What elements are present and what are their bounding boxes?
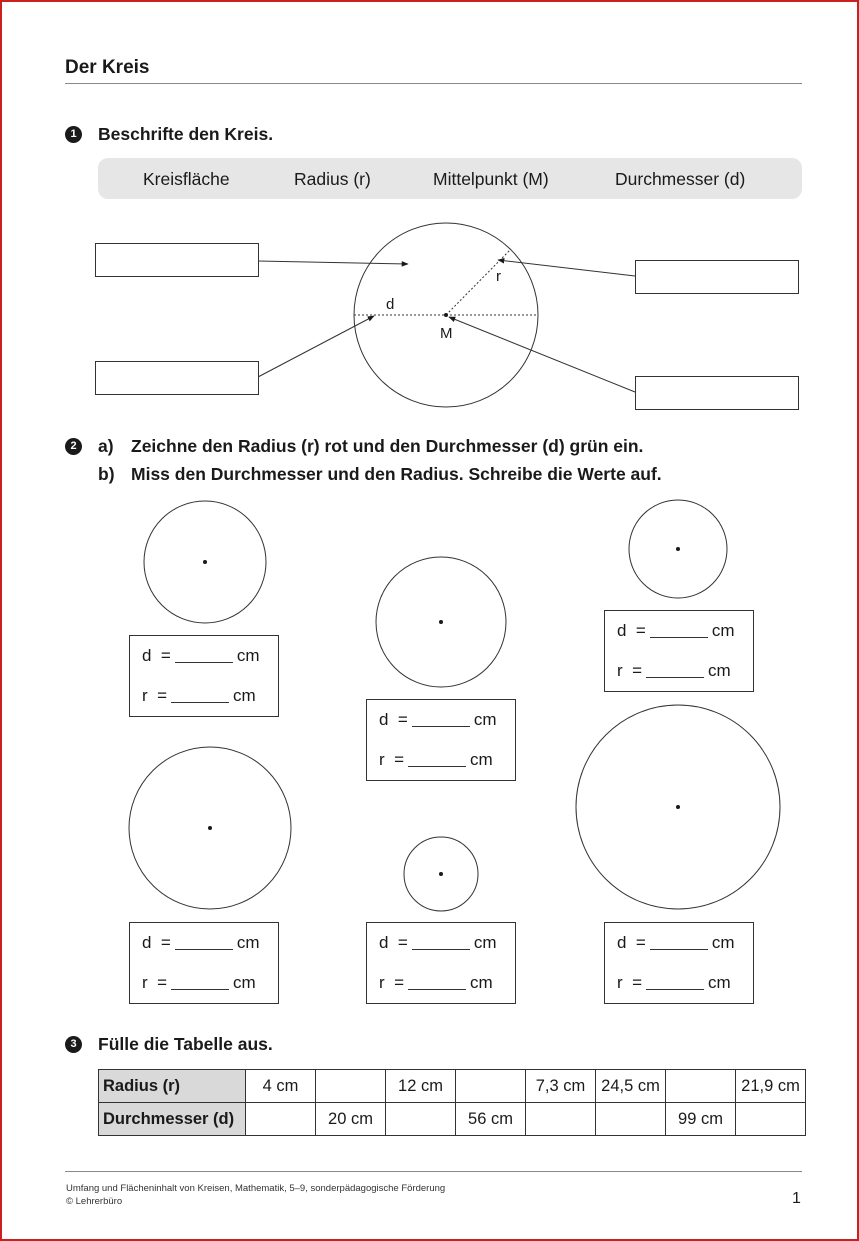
footer-copyright: © Lehrerbüro — [66, 1196, 123, 1207]
arrow-area — [258, 261, 408, 264]
center-point — [444, 313, 448, 317]
r-row: r = cm — [142, 973, 256, 992]
table-cell[interactable] — [386, 1103, 456, 1136]
r-row: r = cm — [379, 750, 493, 769]
measure-box[interactable] — [604, 610, 754, 692]
task2-b-text: Miss den Durchmesser und den Radius. Schreibe die Werte auf. — [131, 464, 662, 484]
footer — [66, 1182, 445, 1208]
radius-line — [446, 249, 511, 315]
arrow-diameter — [258, 316, 374, 377]
task1-number: 1 — [65, 126, 82, 143]
footer-rule — [65, 1171, 802, 1172]
measure-circle-center — [203, 560, 207, 564]
table-cell[interactable]: 12 cm — [386, 1070, 456, 1103]
diagram-label-r: r — [496, 268, 501, 285]
table-cell[interactable] — [736, 1103, 806, 1136]
table-cell[interactable] — [316, 1070, 386, 1103]
measure-box[interactable] — [366, 699, 516, 781]
r-row: r = cm — [142, 686, 256, 705]
measure-circle-center — [439, 872, 443, 876]
measure-box[interactable] — [129, 635, 279, 717]
task3-number: 3 — [65, 1036, 82, 1053]
word-bank-item: Radius (r) — [294, 169, 371, 189]
table-cell[interactable]: 20 cm — [316, 1103, 386, 1136]
answer-box-center[interactable] — [635, 376, 799, 410]
measure-circle-center — [208, 826, 212, 830]
arrow-center — [449, 317, 635, 392]
task2-a-text: Zeichne den Radius (r) rot und den Durchmesser (d) grün ein. — [131, 436, 644, 456]
footer-source: Umfang und Flächeninhalt von Kreisen, Mathematik, 5–9, sonderpädagogische Förderung — [66, 1183, 446, 1194]
measure-circle-center — [439, 620, 443, 624]
diagram-label-d: d — [386, 296, 395, 313]
answer-box-area[interactable] — [95, 243, 259, 277]
table-cell[interactable] — [596, 1103, 666, 1136]
row-header-diameter: Durchmesser (d) — [99, 1103, 246, 1136]
d-row: d = cm — [379, 710, 497, 729]
task1-heading: Beschrifte den Kreis. — [98, 124, 274, 144]
table-cell[interactable]: 56 cm — [456, 1103, 526, 1136]
d-row: d = cm — [617, 933, 735, 952]
answer-box-diameter[interactable] — [95, 361, 259, 395]
radius-diameter-table — [98, 1069, 806, 1136]
d-row: d = cm — [142, 646, 260, 665]
table-row-diameter — [99, 1103, 806, 1136]
r-row: r = cm — [617, 973, 731, 992]
task2-b-label: b) — [98, 464, 115, 484]
measure-circle-center — [676, 547, 680, 551]
table-cell[interactable] — [456, 1070, 526, 1103]
answer-box-radius[interactable] — [635, 260, 799, 294]
table-cell[interactable] — [526, 1103, 596, 1136]
word-bank-item: Mittelpunkt (M) — [433, 169, 549, 189]
measure-box[interactable] — [129, 922, 279, 1004]
r-row: r = cm — [379, 973, 493, 992]
table-cell[interactable] — [666, 1070, 736, 1103]
d-row: d = cm — [617, 621, 735, 640]
d-row: d = cm — [142, 933, 260, 952]
diagram-label-m: M — [440, 325, 453, 342]
page-title: Der Kreis — [65, 57, 150, 78]
d-row: d = cm — [379, 933, 497, 952]
arrow-radius — [498, 260, 635, 276]
word-bank-item: Kreisfläche — [143, 169, 230, 189]
table-cell[interactable]: 24,5 cm — [596, 1070, 666, 1103]
table-row-radius — [99, 1070, 806, 1103]
table-cell[interactable]: 21,9 cm — [736, 1070, 806, 1103]
table-cell[interactable]: 99 cm — [666, 1103, 736, 1136]
task3-heading: Fülle die Tabelle aus. — [98, 1034, 273, 1054]
measure-box[interactable] — [604, 922, 754, 1004]
table-cell[interactable]: 4 cm — [246, 1070, 316, 1103]
table-cell[interactable]: 7,3 cm — [526, 1070, 596, 1103]
row-header-radius: Radius (r) — [99, 1070, 246, 1103]
page-number: 1 — [792, 1190, 801, 1207]
measure-circle-center — [676, 805, 680, 809]
word-bank-item: Durchmesser (d) — [615, 169, 746, 189]
r-row: r = cm — [617, 661, 731, 680]
task2-a-label: a) — [98, 436, 114, 456]
measure-box[interactable] — [366, 922, 516, 1004]
table-cell[interactable] — [246, 1103, 316, 1136]
task2-number: 2 — [65, 438, 82, 455]
